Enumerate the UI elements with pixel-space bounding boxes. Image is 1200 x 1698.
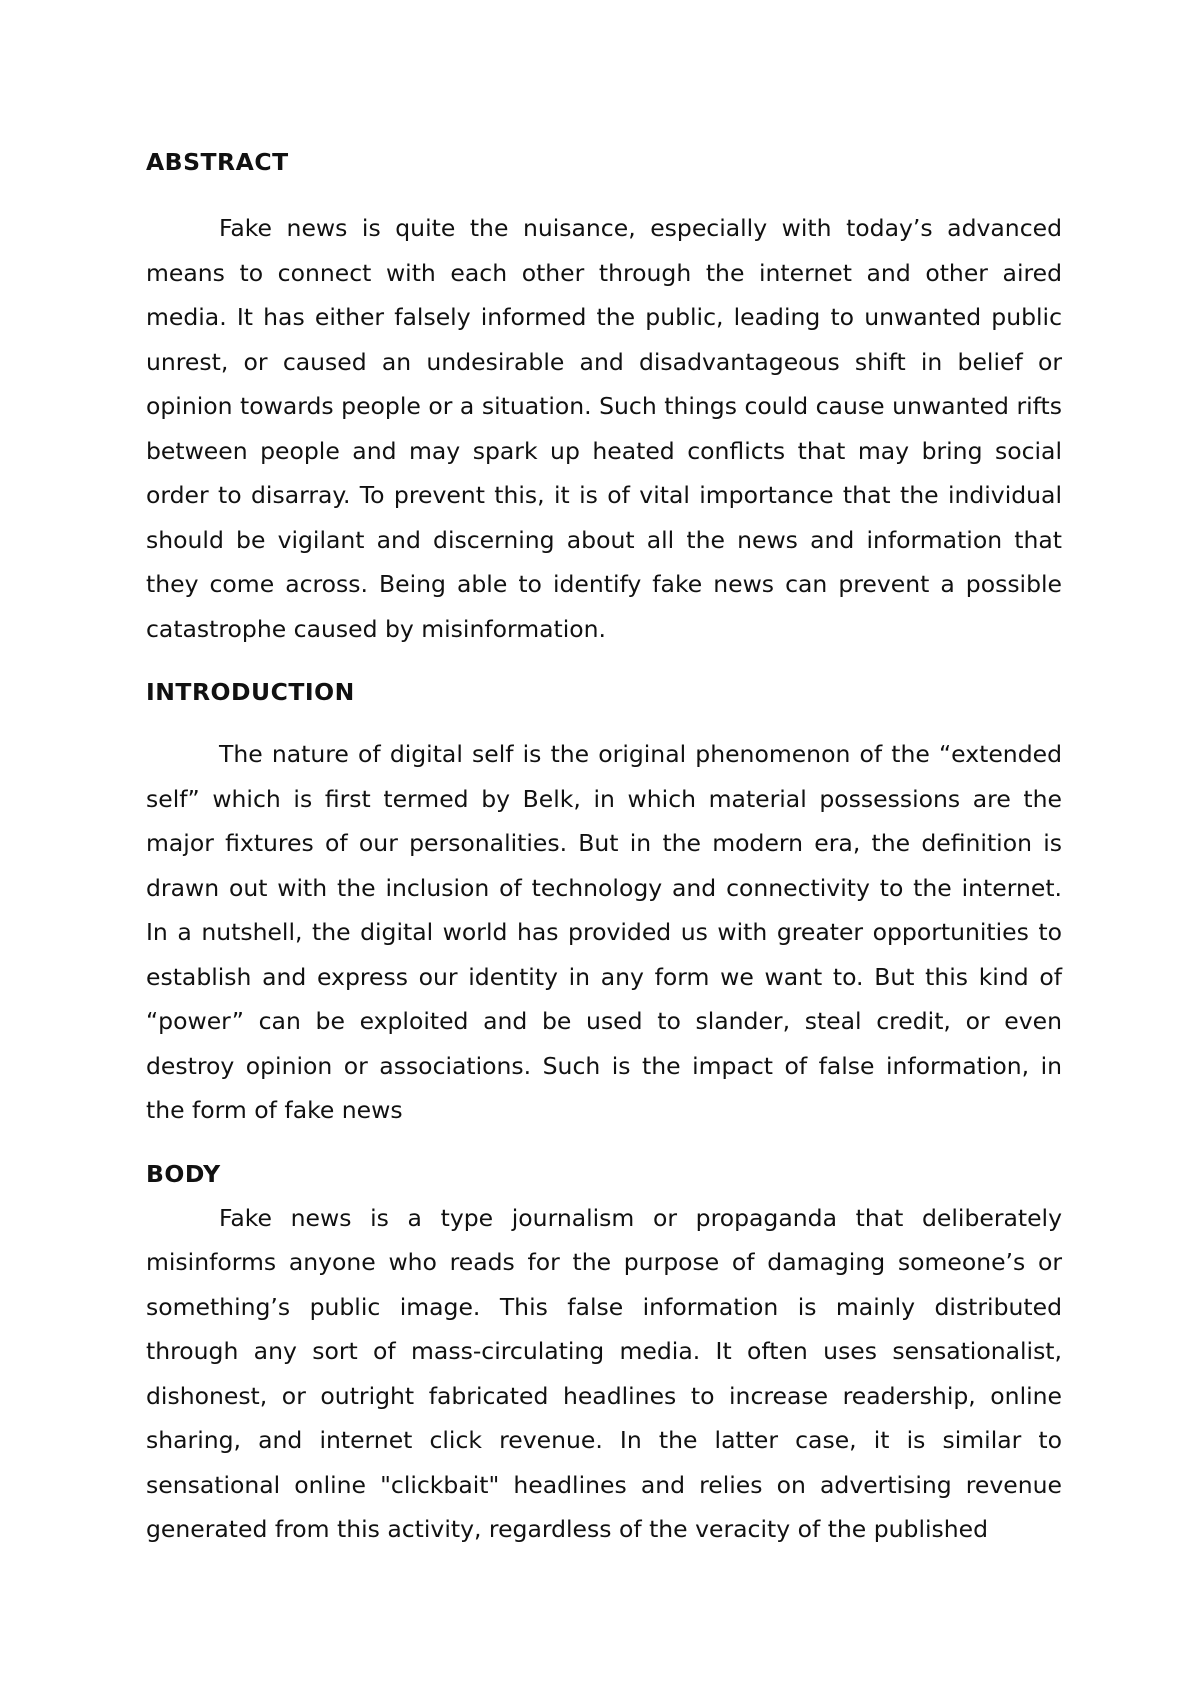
introduction-paragraph: The nature of digital self is the original phenomenon of the “extended self” which is first termed by Belk, in which material possessions are the major fixtures of our personalities. But in the modern era, the definition is drawn out with the inclusion of technology and connectivity to the internet. In a nutshell, the digital world has provided us with greater opportunities to establish and express our identity in any form we want to. But this kind of “power” can be exploited and be used to slander, steal credit, or even destroy opinion or associations. Such is the impact of false information, in the form of fake news	[146, 740, 1062, 1124]
introduction-section	[146, 670, 1062, 1133]
body-paragraph: Fake news is a type journalism or propaganda that deliberately misinforms anyone who reads for the purpose of damaging someone’s or something’s public image. This false information is mainly distributed through any sort of mass-circulating media. It often uses sensationalist, dishonest, or outright fabricated headlines to increase readership, online sharing, and internet click revenue. In the latter case, it is similar to sensational online "clickbait" headlines and relies on advertising revenue generated from this activity, regardless of the veracity of the published	[146, 1203, 1062, 1543]
abstract-paragraph: Fake news is quite the nuisance, especially with today’s advanced means to connect with each other through the internet and other aired media. It has either falsely informed the public, leading to unwanted public unrest, or caused an undesirable and disadvantageous shift in belief or opinion towards people or a situation. Such things could cause unwanted rifts between people and may spark up heated conflicts that may bring social order to disarray. To prevent this, it is of vital importance that the individual should be vigilant and discerning about all the news and information that they come across. Being able to identify fake news can prevent a possible catastrophe caused by misinformation.	[146, 214, 1062, 643]
body-section	[146, 1152, 1062, 1552]
document-page	[146, 140, 1062, 1552]
abstract-section	[146, 140, 1062, 651]
abstract-heading: ABSTRACT	[146, 148, 289, 176]
introduction-heading: INTRODUCTION	[146, 678, 355, 706]
body-heading: BODY	[146, 1159, 221, 1188]
